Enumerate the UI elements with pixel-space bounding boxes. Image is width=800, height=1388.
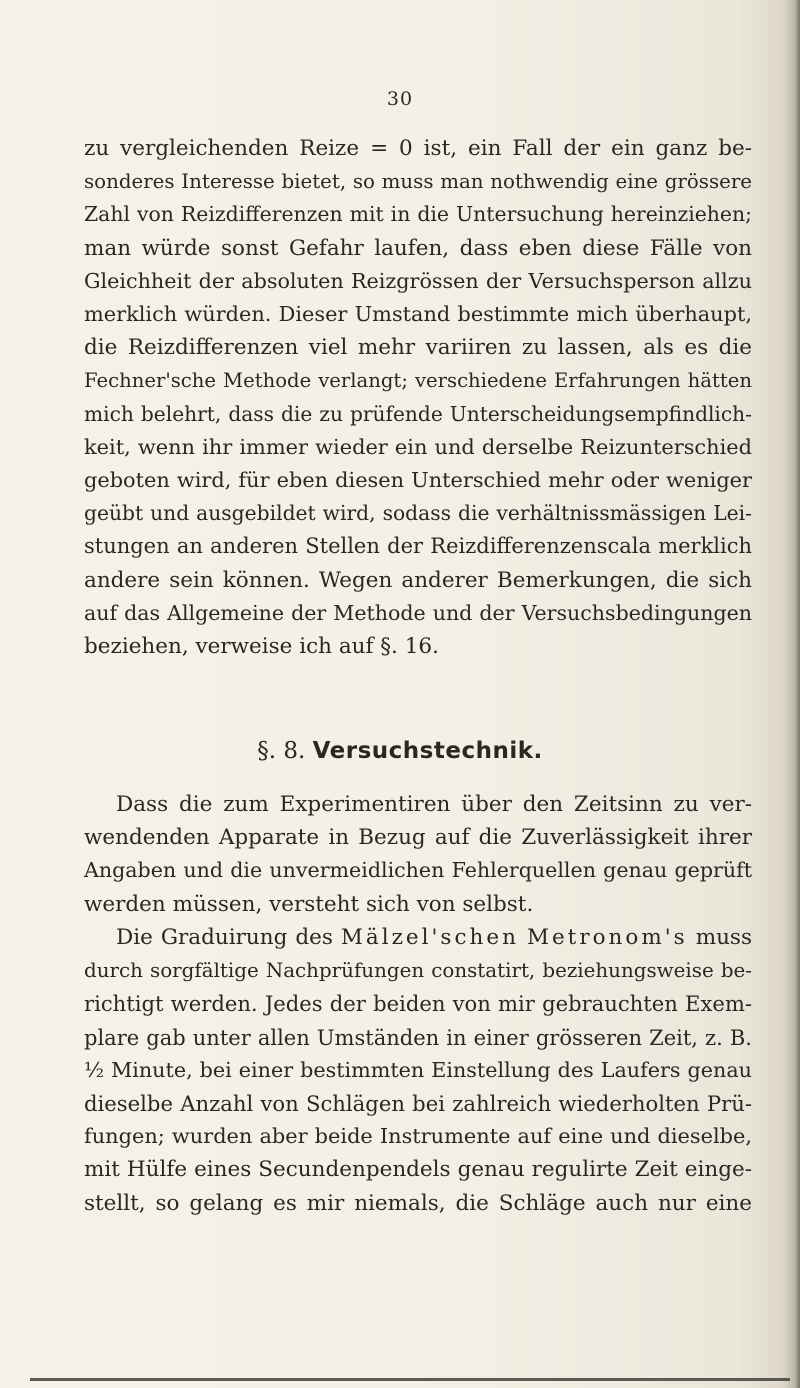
paragraph-3-first-line — [84, 921, 752, 954]
paragraph-3-line: durch sorgfältige Nachprüfungen constatirt, beziehungsweise be- — [84, 959, 752, 983]
bottom-rule — [30, 1378, 790, 1381]
paragraph-3-line: richtigt werden. Jedes der beiden von mir gebrauchten Exem- — [84, 991, 752, 1017]
section-heading — [0, 738, 800, 764]
maelzel-name: Mälzel'schen — [340, 925, 519, 950]
paragraph-2-line: wendenden Apparate in Bezug auf die Zuverlässigkeit ihrer — [84, 825, 752, 851]
paragraph-2 — [84, 788, 752, 921]
paragraph-1-line: andere sein können. Wegen anderer Bemerkungen, die sich — [84, 567, 752, 593]
paragraph-1-line: geboten wird, für eben diesen Unterschied mehr oder weniger — [84, 468, 752, 493]
paragraph-1-line: geübt und ausgebildet wird, sodass die verhältnissmässigen Lei- — [84, 501, 752, 526]
section-number: §. 8. — [257, 738, 306, 764]
paragraph-1-line: beziehen, verweise ich auf §. 16. — [84, 634, 439, 660]
paragraph-1-line: stungen an anderen Stellen der Reizdifferenzenscala merklich — [84, 534, 752, 559]
paragraph-2-line: werden müssen, versteht sich von selbst. — [84, 891, 534, 917]
paragraph-1-line: keit, wenn ihr immer wieder ein und derselbe Reizunterschied — [84, 434, 752, 459]
paragraph-2-line: Dass die zum Experimentiren über den Zeitsinn zu ver- — [116, 792, 752, 817]
section-title: Versuchstechnik. — [312, 738, 543, 764]
paragraph-3-prefix: Die Graduirung des — [116, 925, 333, 950]
paragraph-1-line: auf das Allgemeine der Methode und der Versuchsbedingungen — [84, 600, 752, 625]
paragraph-1-line: merklich würden. Dieser Umstand bestimmte mich überhaupt, — [84, 302, 752, 327]
paragraph-1-line: man würde sonst Gefahr laufen, dass eben diese Fälle von — [84, 235, 752, 261]
paragraph-3-line: plare gab unter allen Umständen in einer grösseren Zeit, z. B. — [84, 1024, 752, 1050]
paragraph-1-line: Gleichheit der absoluten Reizgrössen der Versuchsperson allzu — [84, 268, 752, 293]
paragraph-3 — [84, 921, 752, 1220]
paragraph-1-line: die Reizdifferenzen viel mehr variiren zu lassen, als es die — [84, 335, 752, 361]
paragraph-1 — [84, 132, 752, 663]
page-number: 30 — [386, 88, 414, 110]
paragraph-1-line: Zahl von Reizdifferenzen mit in die Untersuchung hereinziehen; — [84, 202, 752, 227]
paragraph-3-line: mit Hülfe eines Secundenpendels genau regulirte Zeit einge- — [84, 1157, 752, 1183]
paragraph-3-line: dieselbe Anzahl von Schlägen bei zahlreich wiederholten Prü- — [84, 1091, 752, 1117]
paragraph-3-suffix: muss — [695, 925, 752, 950]
paragraph-2-line: Angaben und die unvermeidlichen Fehlerquellen genau geprüft — [84, 858, 752, 883]
paragraph-3-line: ½ Minute, bei einer bestimmten Einstellung des Laufers genau — [84, 1057, 752, 1082]
paragraph-1-line: sonderes Interesse bietet, so muss man nothwendig eine grössere — [84, 170, 752, 194]
paragraph-3-line: stellt, so gelang es mir niemals, die Schläge auch nur eine — [84, 1190, 752, 1216]
paragraph-1-line: zu vergleichenden Reize = 0 ist, ein Fall der ein ganz be- — [84, 136, 752, 161]
page-edge-shadow — [782, 0, 800, 1388]
paragraph-1-line: Fechner'sche Methode verlangt; verschiedene Erfahrungen hätten — [84, 369, 752, 393]
paragraph-1-line: mich belehrt, dass die zu prüfende Unterscheidungsempfindlich- — [84, 401, 752, 426]
paragraph-3-line: fungen; wurden aber beide Instrumente auf eine und dieselbe, — [84, 1124, 752, 1149]
metronom-name: Metronom's — [526, 925, 688, 950]
